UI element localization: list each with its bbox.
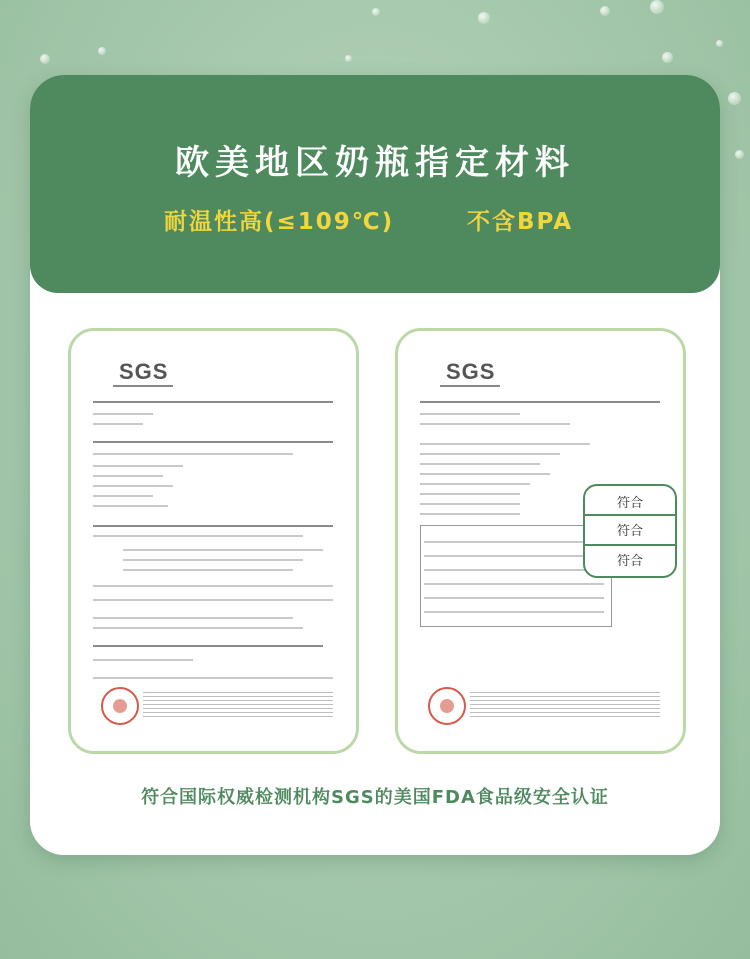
seal-stamp	[101, 687, 139, 725]
document-line	[123, 549, 323, 551]
document-line	[93, 465, 183, 467]
water-drop	[716, 40, 723, 47]
compliance-badge: 符合	[616, 496, 643, 511]
document-line	[424, 597, 604, 599]
sgs-certificate-2	[395, 328, 686, 754]
sgs-logo: SGS	[119, 359, 169, 384]
document-line	[420, 463, 540, 465]
document-line	[420, 503, 520, 505]
document-line	[424, 555, 604, 557]
water-drop	[662, 52, 673, 63]
water-drop	[372, 8, 380, 16]
seal-stamp	[428, 687, 466, 725]
page-title: 欧美地区奶瓶指定材料	[175, 143, 575, 183]
badge-divider	[585, 514, 675, 516]
certification-caption: 符合国际权威检测机构SGS的美国FDA食品级安全认证	[141, 787, 609, 808]
compliance-badge: 符合	[616, 524, 643, 539]
document-line	[424, 611, 604, 613]
document-line	[93, 423, 143, 425]
compliance-badge: 符合	[616, 554, 643, 569]
document-line	[93, 659, 193, 661]
water-drop	[600, 6, 610, 16]
logo-underline	[440, 385, 500, 387]
document-line	[93, 599, 333, 601]
document-line	[93, 535, 303, 537]
water-drop	[478, 12, 490, 24]
logo-underline	[113, 385, 173, 387]
document-line	[93, 525, 333, 527]
badge-divider	[585, 544, 675, 546]
document-line	[420, 443, 590, 445]
document-line	[424, 541, 604, 543]
content-card	[30, 75, 720, 855]
document-line	[420, 423, 570, 425]
document-line	[93, 617, 293, 619]
certificate-document	[93, 349, 334, 713]
document-line	[93, 495, 153, 497]
document-line	[420, 483, 530, 485]
document-line	[93, 627, 303, 629]
water-drop	[728, 92, 741, 105]
feature-bpa-free: 不含BPA	[467, 209, 574, 235]
water-drop	[40, 54, 50, 64]
header-banner	[30, 75, 720, 293]
document-line	[420, 493, 520, 495]
document-line	[93, 413, 153, 415]
water-drop	[98, 47, 106, 55]
compliance-badges	[583, 484, 677, 578]
document-line	[424, 583, 604, 585]
document-line	[123, 559, 303, 561]
document-line	[420, 473, 550, 475]
water-drop	[650, 0, 664, 14]
document-line	[424, 569, 604, 571]
document-line	[93, 645, 323, 647]
document-line	[93, 677, 333, 679]
document-line	[93, 401, 333, 403]
document-line	[420, 513, 520, 515]
document-line	[420, 453, 560, 455]
document-line	[93, 505, 168, 507]
water-drop	[345, 55, 352, 62]
fine-print	[143, 689, 333, 717]
fine-print	[470, 689, 660, 717]
document-line	[123, 569, 293, 571]
document-line	[93, 585, 333, 587]
document-line	[93, 441, 333, 443]
document-line	[420, 401, 660, 403]
water-drop	[735, 150, 744, 159]
sgs-certificate-1	[68, 328, 359, 754]
sgs-logo: SGS	[446, 359, 496, 384]
document-line	[93, 453, 293, 455]
document-line	[93, 485, 173, 487]
document-line	[420, 413, 520, 415]
document-line	[93, 475, 163, 477]
feature-heat-resistance: 耐温性高(≤109℃)	[164, 209, 395, 235]
